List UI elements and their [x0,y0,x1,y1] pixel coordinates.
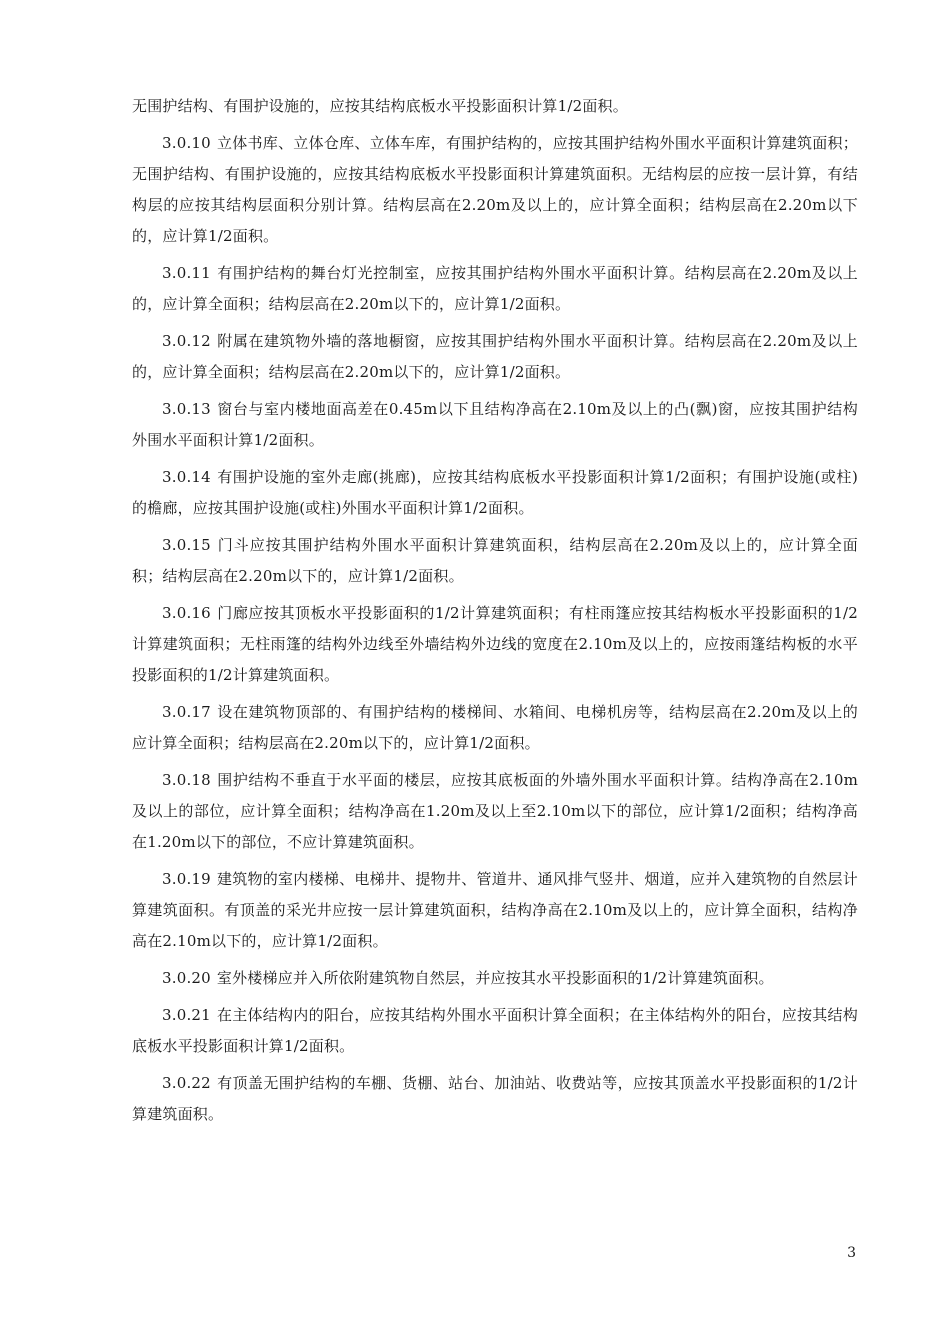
clause-3-0-14 [132,462,858,524]
paragraph-continuation [132,91,858,122]
clause-text: 围护结构不垂直于水平面的楼层，应按其底板面的外墙外围水平面积计算。结构净高在2.10m及以上的部位，应计算全面积；结构净高在1.20m及以上至2.10m以下的部位，应计算1/2面积；结构净高在1.20m以下的部位，不应计算建筑面积。 [132,771,858,851]
clause-3-0-10 [132,128,858,252]
clause-text: 窗台与室内楼地面高差在0.45m以下且结构净高在2.10m及以上的凸(飘)窗，应按其围护结构外围水平面积计算1/2面积。 [132,400,858,449]
clause-text: 有顶盖无围护结构的车棚、货棚、站台、加油站、收费站等，应按其顶盖水平投影面积的1/2计算建筑面积。 [132,1074,858,1123]
clause-text: 在主体结构内的阳台，应按其结构外围水平面积计算全面积；在主体结构外的阳台，应按其结构底板水平投影面积计算1/2面积。 [132,1006,858,1055]
clause-text: 门斗应按其围护结构外围水平面积计算建筑面积，结构层高在2.20m及以上的，应计算全面积；结构层高在2.20m以下的，应计算1/2面积。 [132,536,858,585]
clause-number: 3.0.10 [162,134,211,152]
clause-text: 有围护结构的舞台灯光控制室，应按其围护结构外围水平面积计算。结构层高在2.20m及以上的，应计算全面积；结构层高在2.20m以下的，应计算1/2面积。 [132,264,858,313]
clause-3-0-13 [132,394,858,456]
clause-text: 门廊应按其顶板水平投影面积的1/2计算建筑面积；有柱雨篷应按其结构板水平投影面积的1/2计算建筑面积；无柱雨篷的结构外边线至外墙结构外边线的宽度在2.10m及以上的，应按雨篷结构板的水平投影面积的1/2计算建筑面积。 [132,604,858,684]
clause-number: 3.0.17 [162,703,211,721]
page-number: 3 [847,1245,856,1261]
clause-number: 3.0.13 [162,400,211,418]
clause-3-0-17 [132,697,858,759]
clause-text: 建筑物的室内楼梯、电梯井、提物井、管道井、通风排气竖井、烟道，应并入建筑物的自然层计算建筑面积。有顶盖的采光井应按一层计算建筑面积，结构净高在2.10m及以上的，应计算全面积，结构净高在2.10m以下的，应计算1/2面积。 [132,870,858,950]
clause-text: 立体书库、立体仓库、立体车库，有围护结构的，应按其围护结构外围水平面积计算建筑面积；无围护结构、有围护设施的，应按其结构底板水平投影面积计算建筑面积。无结构层的应按一层计算，有结构层的应按其结构层面积分别计算。结构层高在2.20m及以上的，应计算全面积；结构层高在2.20m以下的，应计算1/2面积。 [132,134,858,245]
clause-number: 3.0.11 [162,264,211,282]
clause-text: 有围护设施的室外走廊(挑廊)，应按其结构底板水平投影面积计算1/2面积；有围护设施(或柱)的檐廊，应按其围护设施(或柱)外围水平面积计算1/2面积。 [132,468,858,517]
clause-3-0-16 [132,598,858,691]
clause-text: 设在建筑物顶部的、有围护结构的楼梯间、水箱间、电梯机房等，结构层高在2.20m及以上的应计算全面积；结构层高在2.20m以下的，应计算1/2面积。 [132,703,858,752]
clause-number: 3.0.19 [162,870,211,888]
clause-3-0-12 [132,326,858,388]
clause-number: 3.0.20 [162,969,211,987]
clause-number: 3.0.21 [162,1006,211,1024]
clause-number: 3.0.12 [162,332,211,350]
document-body [132,91,858,1136]
clause-number: 3.0.16 [162,604,211,622]
clause-3-0-15 [132,530,858,592]
clause-number: 3.0.18 [162,771,211,789]
clause-3-0-22 [132,1068,858,1130]
clause-number: 3.0.14 [162,468,211,486]
clause-3-0-20 [132,963,858,994]
clause-text: 附属在建筑物外墙的落地橱窗，应按其围护结构外围水平面积计算。结构层高在2.20m及以上的，应计算全面积；结构层高在2.20m以下的，应计算1/2面积。 [132,332,858,381]
clause-number: 3.0.15 [162,536,211,554]
clause-3-0-19 [132,864,858,957]
clause-3-0-21 [132,1000,858,1062]
paragraph-text: 无围护结构、有围护设施的，应按其结构底板水平投影面积计算1/2面积。 [132,97,628,115]
clause-3-0-11 [132,258,858,320]
clause-number: 3.0.22 [162,1074,211,1092]
clause-text: 室外楼梯应并入所依附建筑物自然层，并应按其水平投影面积的1/2计算建筑面积。 [216,969,774,987]
clause-3-0-18 [132,765,858,858]
